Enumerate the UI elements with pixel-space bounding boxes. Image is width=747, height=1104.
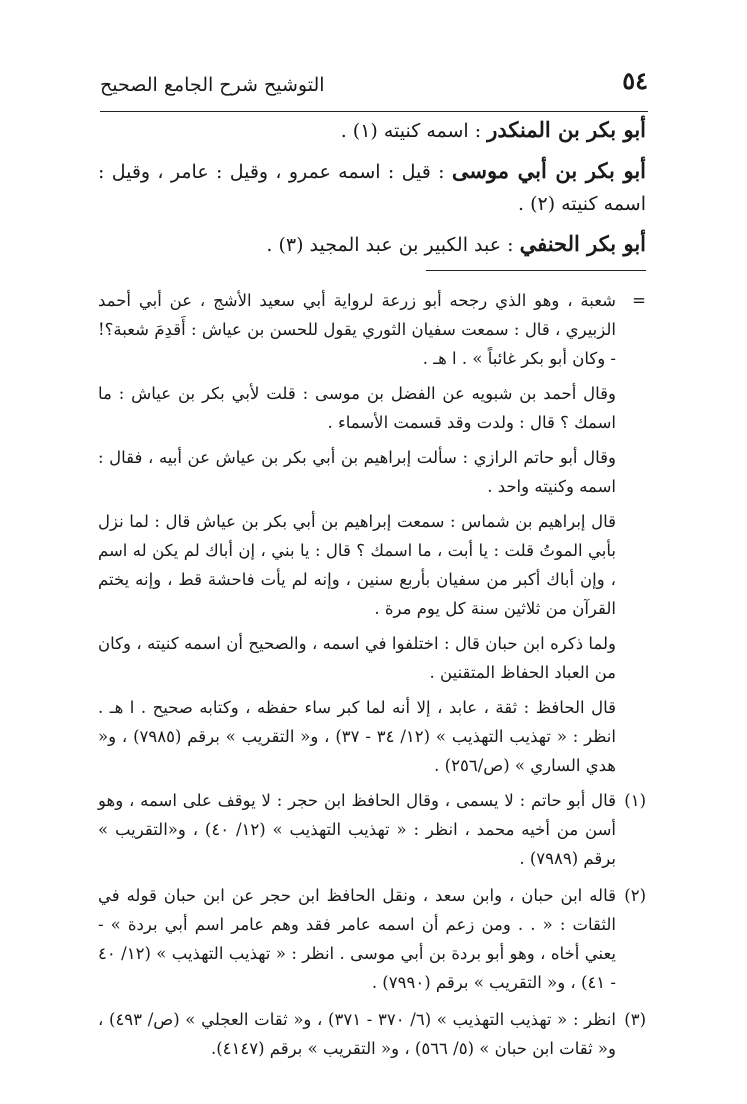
- footnote-1: [98, 786, 646, 873]
- continuation-mark: =: [632, 291, 646, 310]
- continued-note-paragraph: وقال أحمد بن شبويه عن الفضل بن موسى : قلت لأبي بكر بن عياش : ما اسمك ؟ قال : ولدت وقد قسمت الأسماء .: [98, 384, 616, 432]
- entry-name: أبو بكر الحنفي: [519, 231, 646, 256]
- page-number: ٥٤: [622, 66, 648, 95]
- entry-abu-bakr-al-hanafi: [98, 228, 646, 261]
- footnotes-section: [98, 286, 646, 1071]
- paragraph-text: شعبة ، وهو الذي رجحه أبو زرعة لرواية أبي سعيد الأشج ، عن أبي أحمد الزبيري ، قال : سمعت سفيان الثوري يقول للحسن بن عياش : أَقدِمَ شعبة؟! - وكان أبو بكر غائباً » . ا هـ .: [98, 291, 616, 368]
- continued-note-paragraph: قال الحافظ : ثقة ، عابد ، إلا أنه لما كبر ساء حفظه ، وكتابه صحيح . ا هـ . انظر : « تهذيب التهذيب » (١٢/ ٣٤ - ٣٧) ، و« التقريب » برقم (٧٩٨٥) ، و« هدي الساري » (ص/٢٥٦) .: [98, 698, 616, 775]
- entry-text: : قيل : اسمه عمرو ، وقيل : عامر ، وقيل : اسمه كنيته (٢) .: [98, 161, 646, 215]
- footnote-3: [98, 1005, 646, 1063]
- footnote-text: قاله ابن حبان ، وابن سعد ، ونقل الحافظ ابن حجر عن ابن حبان قوله في الثقات : « . . ومن زعم أن اسمه عامر فقد وهم عامر اسم أبي بردة » - يعني أخاه ، وهو أبو بردة بن أبي موسى . انظر : « تهذيب التهذيب » (١٢/ ٤٠ - ٤١) ، و« التقريب » برقم (٧٩٩٠) .: [98, 886, 617, 992]
- entry-name: أبو بكر بن المنكدر: [487, 117, 646, 142]
- continued-note-paragraph: قال إبراهيم بن شماس : سمعت إبراهيم بن أبي بكر بن عياش قال : لما نزل بأبي الموتُ قلت : يا أبت ، ما اسمك ؟ قال : يا بني ، إن أباك لم يكن له اسم ، وإن أباك أكبر من سفيان بأربع سنين ، وإنه لم يأت فاحشة قط ، وإنه يختم القرآن من ثلاثين سنة كل يوم مرة .: [98, 512, 616, 618]
- running-title: التوشيح شرح الجامع الصحيح: [100, 74, 325, 96]
- main-text: [98, 112, 646, 267]
- entry-text: : عبد الكبير بن عبد المجيد (٣) .: [266, 234, 520, 256]
- entry-abu-bakr-ibn-abi-musa: [98, 155, 646, 220]
- footnote-2: [98, 881, 646, 997]
- footnote-number: (٣): [624, 1010, 646, 1029]
- entry-name: أبو بكر بن أبي موسى: [451, 158, 647, 183]
- continued-note-paragraph: [98, 286, 646, 373]
- continued-note-paragraph: وقال أبو حاتم الرازي : سألت إبراهيم بن أبي بكر بن عياش عن أبيه ، فقال : اسمه وكنيته واحد .: [98, 448, 616, 496]
- continued-note-paragraph: ولما ذكره ابن حبان قال : اختلفوا في اسمه ، والصحيح أن اسمه كنيته ، وكان من العباد الحفاظ المتقنين .: [98, 634, 616, 682]
- footnote-text: انظر : « تهذيب التهذيب » (٦/ ٣٧٠ - ٣٧١) ، و« ثقات العجلي » (ص/ ٤٩٣) ، و« ثقات ابن حبان » (٥/ ٥٦٦) ، و« التقريب » برقم (٤١٤٧).: [98, 1010, 616, 1058]
- footnote-number: (١): [624, 791, 646, 810]
- footnote-text: قال أبو حاتم : لا يسمى ، وقال الحافظ ابن حجر : لا يوقف على اسمه ، وهو أسن من أخيه محمد ، انظر : « تهذيب التهذيب » (١٢/ ٤٠) ، و«التقريب » برقم (٧٩٨٩) .: [98, 791, 616, 868]
- footnote-separator: [426, 270, 646, 271]
- page-header: [100, 60, 648, 114]
- entry-text: : اسمه كنيته (١) .: [340, 120, 488, 142]
- footnote-number: (٢): [624, 886, 646, 905]
- entry-abu-bakr-ibn-al-munkadir: [98, 114, 646, 147]
